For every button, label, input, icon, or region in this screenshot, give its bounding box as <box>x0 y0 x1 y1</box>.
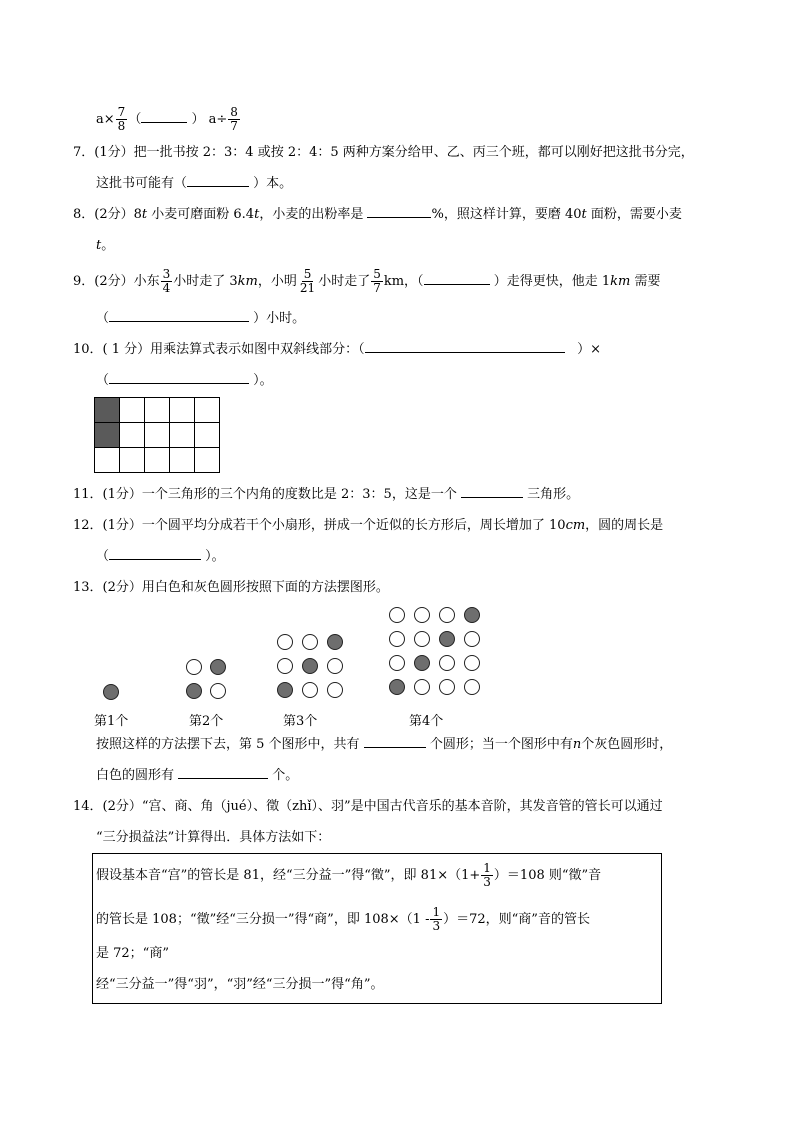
white-circle <box>277 658 293 674</box>
q13-line1: 按照这样的方法摆下去，第 5 个图形中，共有 个圆形；当一个图形中有n个灰色圆形时， <box>96 737 673 752</box>
grid-cell <box>120 448 145 473</box>
figure-caption: 第4个 <box>409 714 444 729</box>
fraction: $\frac{5}{21}$ <box>299 267 316 295</box>
gray-circle <box>277 682 293 698</box>
box-line2: 的管长是 108；“徵”经“三分损一”得“商”，即 108×（1 - $\frac{1}{3}$ ）＝72，则“商”音的管长 <box>96 905 590 933</box>
fraction: $\frac{1}{3}$ <box>432 905 441 933</box>
answer-blank[interactable] <box>109 371 249 384</box>
white-circle <box>327 682 343 698</box>
q7-line1: 7．(1分）把一批书按 2：3：4 或按 2：4：5 两种方案分给甲、乙、丙三个班，都可以刚好把这批书分完， <box>73 145 694 160</box>
q12-line1: 12．(1分）一个圆平均分成若干个小扇形，拼成一个近似的长方形后，周长增加了 10cm，圆的周长是 <box>73 518 664 533</box>
white-circle <box>210 683 226 699</box>
q7-line2: 这批书可能有（ ）本。 <box>96 176 293 191</box>
grid-cell <box>170 398 195 423</box>
white-circle <box>414 607 430 623</box>
q10-line1: 10．( 1 分）用乘法算式表示如图中双斜线部分：（ ）× <box>73 342 601 357</box>
grid-cell <box>195 398 220 423</box>
gray-circle <box>186 683 202 699</box>
grid-cell-shaded <box>95 398 120 423</box>
box-line4: 经“三分益一”得“羽”，“羽”经“三分损一”得“角”。 <box>96 977 384 992</box>
fraction: $\frac{3}{4}$ <box>162 267 171 295</box>
gray-circle <box>327 634 343 650</box>
q10-line2: （ ）。 <box>96 373 273 388</box>
white-circle <box>389 631 405 647</box>
box-line3: 是 72；“商” <box>96 946 169 961</box>
white-circle <box>389 655 405 671</box>
gray-circle <box>103 684 119 700</box>
q13-line2: 白色的圆形有 个。 <box>96 768 299 783</box>
answer-blank[interactable] <box>424 272 490 285</box>
grid-cell <box>145 423 170 448</box>
answer-blank[interactable] <box>178 766 268 779</box>
q6-comparison: a× $\frac{7}{8}$ （ ） a÷ $\frac{8}{7}$ <box>96 105 238 133</box>
white-circle <box>464 679 480 695</box>
answer-blank[interactable] <box>461 485 523 498</box>
shaded-grid <box>94 397 220 473</box>
gray-circle <box>389 679 405 695</box>
grid-cell-shaded <box>95 423 120 448</box>
white-circle <box>464 631 480 647</box>
figure-caption: 第1个 <box>94 714 129 729</box>
gray-circle <box>210 659 226 675</box>
answer-blank[interactable] <box>141 110 187 123</box>
q9-line2: （ ）小时。 <box>96 311 306 326</box>
answer-blank[interactable] <box>364 735 426 748</box>
q8-line2: t。 <box>96 238 115 253</box>
fraction: $\frac{1}{3}$ <box>483 861 491 889</box>
answer-blank[interactable] <box>367 205 431 218</box>
white-circle <box>302 634 318 650</box>
grid-cell <box>145 448 170 473</box>
q12-line2: （ ）。 <box>96 549 225 564</box>
gray-circle <box>302 658 318 674</box>
grid-cell <box>95 448 120 473</box>
white-circle <box>464 655 480 671</box>
q11: 11．(1分）一个三角形的三个内角的度数比是 2：3：5，这是一个 三角形。 <box>73 487 580 502</box>
white-circle <box>439 607 455 623</box>
gray-circle <box>439 631 455 647</box>
q14-line1: 14．(2分）“宫、商、角（jué）、徵（zhǐ）、羽”是中国古代音乐的基本音阶，其发音管的管长可以通过 <box>73 799 663 814</box>
answer-blank[interactable] <box>109 309 249 322</box>
white-circle <box>277 634 293 650</box>
q8-line1: 8．(2分）8t 小麦可磨面粉 6.4t，小麦的出粉率是 %，照这样计算，要磨 40t 面粉，需要小麦 <box>73 207 682 222</box>
white-circle <box>414 679 430 695</box>
white-circle <box>186 659 202 675</box>
grid-cell <box>120 398 145 423</box>
q9-line1: 9．(2分）小东 $\frac{3}{4}$ 小时走了 3km，小明 $\frac{5}{21}$ 小时走了 $\frac{5}{7}$ km，（ ）走得更快，他走 1km 需要 <box>73 267 661 295</box>
fraction: $\frac{8}{7}$ <box>230 105 238 133</box>
fraction: $\frac{5}{7}$ <box>373 267 381 295</box>
grid-cell <box>170 448 195 473</box>
answer-blank[interactable] <box>187 174 249 187</box>
grid-cell <box>195 448 220 473</box>
grid-cell <box>120 423 145 448</box>
answer-blank[interactable] <box>109 547 201 560</box>
white-circle <box>389 607 405 623</box>
white-circle <box>439 679 455 695</box>
figure-caption: 第2个 <box>189 714 224 729</box>
figure-caption: 第3个 <box>283 714 318 729</box>
q14-line2: “三分损益法”计算得出．具体方法如下： <box>96 830 331 845</box>
gray-circle <box>464 607 480 623</box>
white-circle <box>327 658 343 674</box>
box-line1: 假设基本音“宫”的管长是 81，经“三分益一”得“徵”，即 81×（1+ $\frac{1}{3}$ ）＝108 则“徵”音 <box>96 861 602 889</box>
grid-cell <box>170 423 195 448</box>
fraction: $\frac{7}{8}$ <box>117 105 126 133</box>
white-circle <box>439 655 455 671</box>
answer-blank[interactable] <box>365 340 565 353</box>
gray-circle <box>414 655 430 671</box>
grid-cell <box>195 423 220 448</box>
grid-cell <box>145 398 170 423</box>
white-circle <box>414 631 430 647</box>
white-circle <box>302 682 318 698</box>
q13-title: 13．(2分）用白色和灰色圆形按照下面的方法摆图形。 <box>73 580 389 595</box>
